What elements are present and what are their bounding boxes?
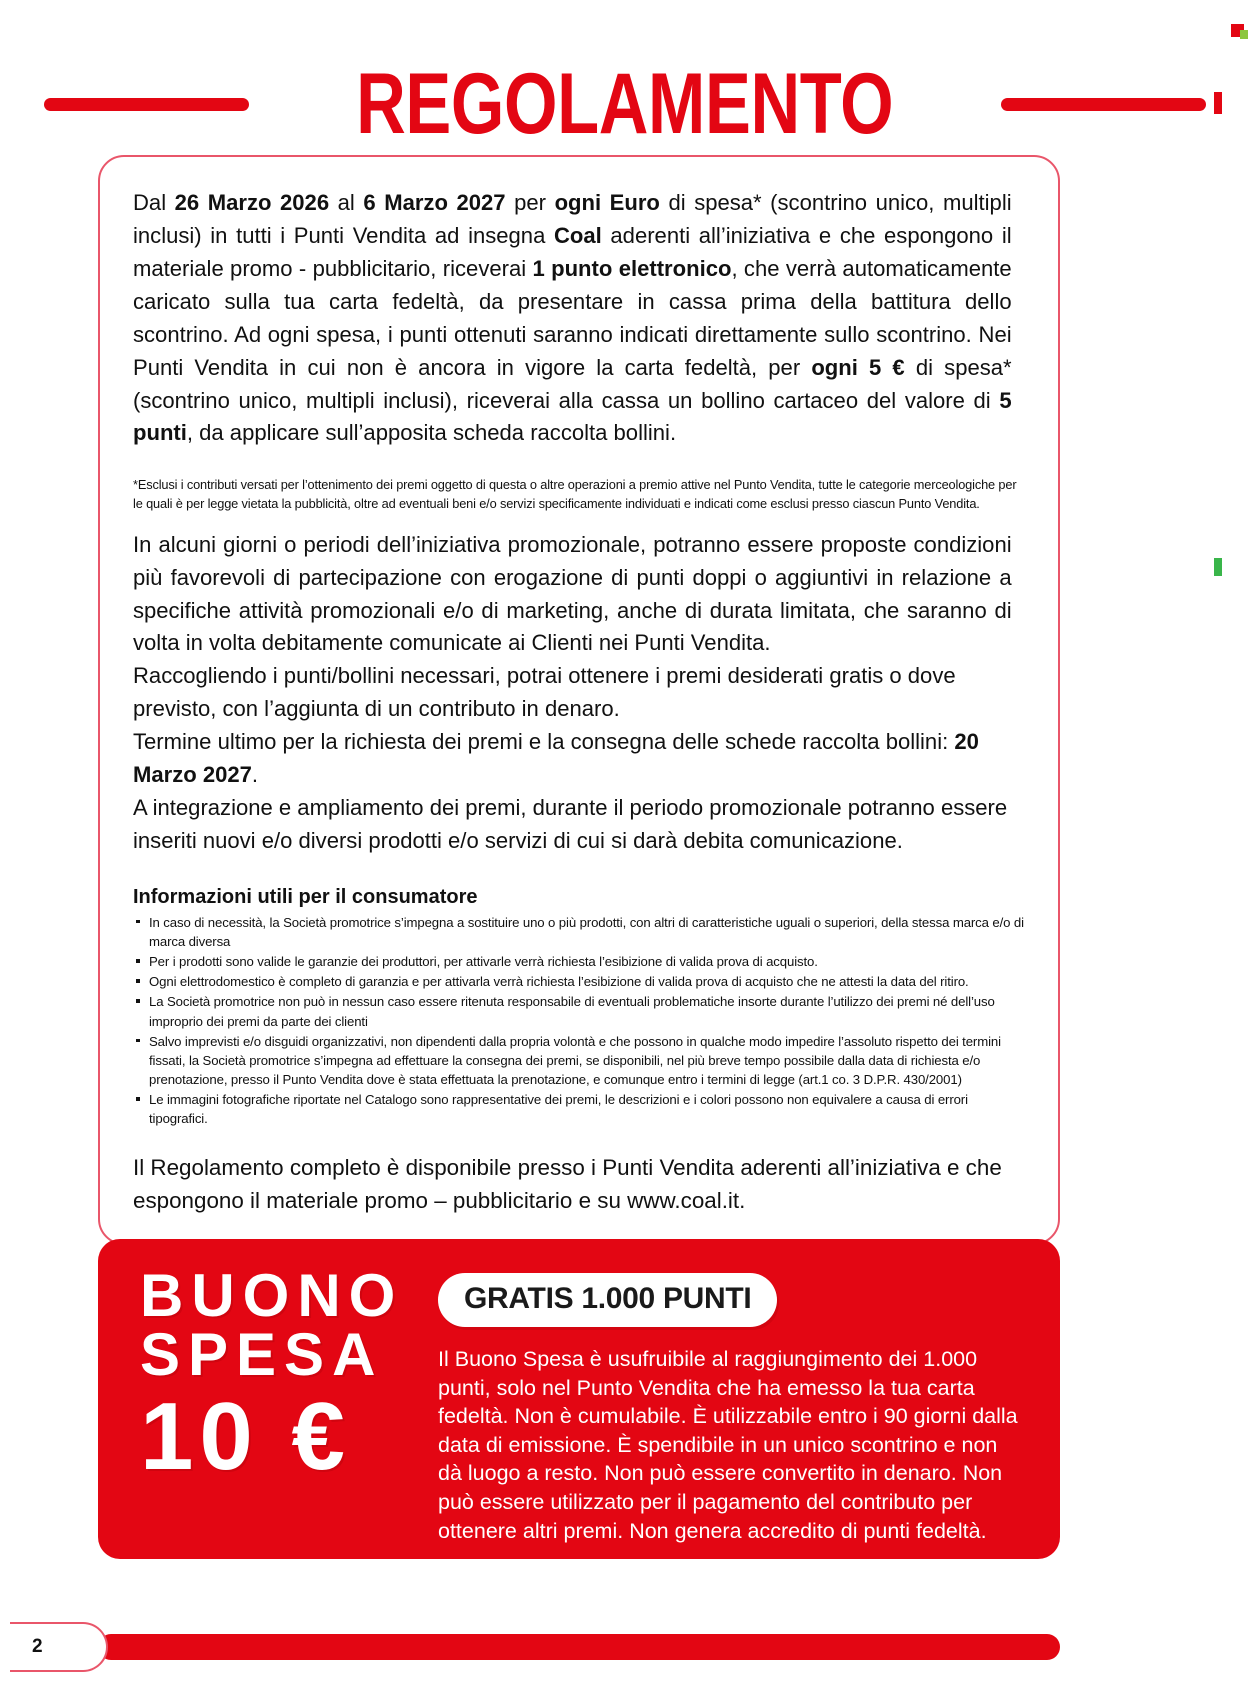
page-title: REGOLAMENTO [356, 56, 894, 152]
header-rule-left [44, 98, 249, 111]
buono-amount: 10 € [140, 1382, 351, 1490]
badge-number: 1.000 [581, 1282, 655, 1315]
consumer-info-title: Informazioni utili per il consumatore [133, 885, 478, 908]
buono-spesa-description: Il Buono Spesa è usufruibile al raggiungimento dei 1.000 punti, solo nel Punto Vendita che ha emesso la tua carta fedeltà. Non è cumulabile. È utilizzabile entro i 90 giorni dalla data di emissione. È spendibile in un unico scontrino e non dà luogo a resto. Non può essere convertito in denaro. Non può essere utilizzato per il pagamento del contributo per ottenere altri premi. Non genera accredito di punti fedeltà. [438, 1347, 1018, 1543]
rules-paragraph-3: Raccogliendo i punti/bollini necessari, potrai ottenere i premi desiderati gratis o dove previsto, con l’aggiunta di un contributo in denaro. [133, 663, 956, 722]
spesa-label: SPESA [140, 1320, 384, 1388]
rules-paragraph-5: A integrazione e ampliamento dei premi, durante il periodo promozionale potranno essere inseriti nuovi e/o diversi prodotti e/o servizi di cui si darà debita comunicazione. [133, 795, 1008, 853]
gratis-points-badge-text [464, 1282, 751, 1315]
edge-mark-green-icon [1214, 558, 1222, 576]
edge-mark-red-icon [1214, 92, 1222, 114]
buono-spesa-headline [98, 1239, 428, 1490]
rules-paragraph-4: Termine ultimo per la richiesta dei premi e la consegna delle schede raccolta bollini: 20 Marzo 2027. [133, 729, 979, 788]
buono-label: BUONO [140, 1262, 404, 1329]
rules-paragraph-1: Dal 26 Marzo 2026 al 6 Marzo 2027 per ogni Euro di spesa* (scontrino unico, multipli inclusi) in tutti i Punti Vendita ad insegna Coal aderenti all’iniziativa e che espongono il materiale promo - pubblicitario, riceverai 1 punto elettronico, che verrà automaticamente caricato sulla tua carta fedeltà, da presentare in cassa prima della battitura dello scontrino. Ad ogni spesa, i punti ottenuti saranno indicati direttamente sullo scontrino. Nei Punti Vendita in cui non è ancora in vigore la carta fedeltà, per ogni 5 € di spesa* (scontrino unico, multipli inclusi), riceverai alla cassa un bollino cartaceo del valore di 5 punti, da applicare sull’apposita scheda raccolta bollini. [133, 190, 1012, 446]
consumer-info-item: In caso di necessità, la Società promotrice s’impegna a sostituire uno o più prodotti, con altri di caratteristiche uguali o superiori, della stessa marca e/o di marca diversa [133, 913, 1025, 951]
rules-closing-note: Il Regolamento completo è disponibile presso i Punti Vendita aderenti all’iniziativa e che espongono il materiale promo – pubblicitario e su www.coal.it. [133, 1155, 1002, 1213]
gratis-points-badge [438, 1273, 777, 1327]
consumer-info-item: Ogni elettrodomestico è completo di garanzia e per attivarla verrà richiesta l’esibizione di valida prova di acquisto che ne attesti la data del ritiro. [133, 972, 1025, 991]
page-header [0, 58, 1250, 150]
consumer-info-item: Le immagini fotografiche riportate nel Catalogo sono rappresentative dei premi, le descrizioni e i colori possono non equivalere a causa di errori tipografici. [133, 1090, 1025, 1128]
rules-paragraph-2: In alcuni giorni o periodi dell’iniziativa promozionale, potranno essere proposte condizioni più favorevoli di partecipazione con erogazione di punti doppi o aggiuntivi in relazione a specifiche attività promozionali e/o di marketing, anche di durata limitata, che saranno di volta in volta debitamente comunicate ai Clienti nei Punti Vendita. [133, 531, 1012, 656]
consumer-info-item: Per i prodotti sono valide le garanzie dei produttori, per attivarle verrà richiesta l’esibizione di valida prova di acquisto. [133, 952, 1025, 971]
badge-prefix: GRATIS [464, 1282, 582, 1315]
buono-spesa-details [428, 1239, 1060, 1545]
regulation-card [98, 155, 1060, 1245]
page-number: 2 [32, 1636, 43, 1657]
consumer-info-item: Salvo imprevisti e/o disguidi organizzativi, non dipendenti dalla propria volontà e che possono in qualche modo impedire l’assoluto rispetto dei termini fissati, la Società promotrice s’impegna ad effettuare la consegna dei premi, se disponibili, nel più breve tempo possibile dalla data di richiesta e/o prenotazione, presso il Punto Vendita dove è stata effettuata la prenotazione, e comunque entro i termini di legge (art.1 co. 3 D.P.R. 430/2001) [133, 1032, 1025, 1089]
crop-mark-green-icon [1240, 30, 1248, 39]
buono-spesa-banner [98, 1239, 1060, 1559]
consumer-info-list [133, 913, 1025, 1129]
consumer-info-item: La Società promotrice non può in nessun caso essere ritenuta responsabile di eventuali problematiche insorte durante l’utilizzo dei premi né dell’uso improprio dei premi da parte dei clienti [133, 992, 1025, 1030]
badge-suffix: PUNTI [654, 1282, 752, 1315]
header-rule-right [1001, 98, 1206, 111]
page-number-tab [10, 1622, 108, 1672]
footer-bar [98, 1634, 1060, 1660]
rules-footnote: *Esclusi i contributi versati per l’ottenimento dei premi oggetto di questa o altre operazioni a premio attive nel Punto Vendita, tutte le categorie merceologiche per le quali è per legge vietata la pubblicità, oltre ad eventuali beni e/o servizi specificamente individuati e indicati come esclusi presso ciascun Punto Vendita. [133, 477, 1017, 511]
